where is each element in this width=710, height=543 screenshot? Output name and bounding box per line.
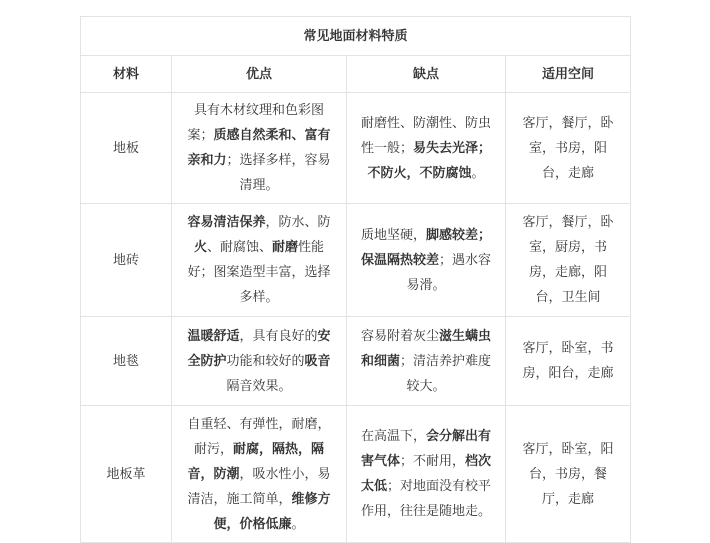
emphasized-text: 档次太低 xyxy=(360,454,492,494)
disadvantages-cell xyxy=(347,317,506,406)
table-row xyxy=(81,317,631,406)
table-row xyxy=(81,204,631,317)
emphasized-text: 维修方便，价格低廉 xyxy=(213,491,331,532)
cell-text: ；不耐用， xyxy=(399,454,465,469)
cell-text: ；遇水容易滑。 xyxy=(406,252,492,293)
cell-text: 自重轻、有弹性，耐磨，耐污， xyxy=(187,416,331,457)
emphasized-text: 耐腐，隔热，隔音，防潮 xyxy=(187,441,325,482)
emphasized-text: 易失去光泽；不防火，不防腐蚀 xyxy=(367,140,492,181)
cell-text: 在高温下， xyxy=(360,429,426,444)
material-name: 地板 xyxy=(81,93,172,204)
cell-text: 质地坚硬， xyxy=(360,227,426,243)
emphasized-text: 火 xyxy=(193,240,207,255)
cell-text: 、耐腐蚀、 xyxy=(206,240,272,255)
emphasized-text: 质感自然柔和、富有亲和力 xyxy=(187,128,331,168)
cell-text: ，具有良好的 xyxy=(239,328,318,344)
cell-text: 耐磨性、防潮性、防虫性一般； xyxy=(360,115,491,156)
material-name: 地板革 xyxy=(81,406,172,543)
emphasized-text: 安全防护 xyxy=(187,328,331,369)
material-name: 地砖 xyxy=(81,204,172,317)
emphasized-text: 会分解出有害气体 xyxy=(360,429,492,469)
material-name: 地毯 xyxy=(81,317,172,406)
header-spaces: 适用空间 xyxy=(506,56,631,93)
header-material: 材料 xyxy=(81,56,172,93)
table-title: 常见地面材料特质 xyxy=(81,17,631,56)
cell-text: ；清洁养护难度较大。 xyxy=(400,353,492,394)
advantages-cell xyxy=(172,317,347,406)
emphasized-text: 温暖舒适 xyxy=(187,328,240,344)
emphasized-text: 耐磨 xyxy=(272,240,299,255)
spaces-cell: 客厅，卧室，书房，阳台，走廊 xyxy=(506,317,631,406)
cell-text: ，防水、防 xyxy=(265,215,331,230)
spaces-cell: 客厅，餐厅，卧室，书房，阳台，走廊 xyxy=(506,93,631,204)
emphasized-text: 脚感较差；保温隔热较差 xyxy=(360,227,492,268)
cell-text: 。 xyxy=(291,516,305,532)
advantages-cell xyxy=(172,406,347,543)
materials-table xyxy=(80,16,631,543)
cell-text: ；对地面没有校平作用，往往是随地走。 xyxy=(360,479,492,519)
cell-text: 具有木材纹理和色彩图案； xyxy=(187,103,324,143)
cell-text: 容易附着灰尘 xyxy=(360,328,439,344)
cell-text: 功能和较好的 xyxy=(226,353,305,369)
emphasized-text: 滋生螨虫和细菌 xyxy=(360,328,492,369)
cell-text: 隔音效果。 xyxy=(226,378,292,394)
cell-text: 。 xyxy=(471,165,485,181)
disadvantages-cell xyxy=(347,93,506,204)
emphasized-text: 容易清洁保养 xyxy=(187,215,266,230)
advantages-cell xyxy=(172,204,347,317)
emphasized-text: 吸音 xyxy=(304,353,331,369)
cell-text: ；选择多样，容易清理。 xyxy=(226,153,331,193)
spaces-cell: 客厅，卧室，阳台，书房，餐厅，走廊 xyxy=(506,406,631,543)
table-row xyxy=(81,93,631,204)
materials-table-wrap xyxy=(80,16,630,543)
cell-text: ，吸水性小，易清洁，施工简单， xyxy=(187,466,331,507)
table-row xyxy=(81,406,631,543)
disadvantages-cell xyxy=(347,204,506,317)
header-advantages: 优点 xyxy=(172,56,347,93)
spaces-cell: 客厅，餐厅，卧室，厨房，书房，走廊，阳台，卫生间 xyxy=(506,204,631,317)
advantages-cell xyxy=(172,93,347,204)
header-disadvantages: 缺点 xyxy=(347,56,506,93)
cell-text: 性能好；图案造型丰富，选择多样。 xyxy=(187,240,331,305)
disadvantages-cell xyxy=(347,406,506,543)
